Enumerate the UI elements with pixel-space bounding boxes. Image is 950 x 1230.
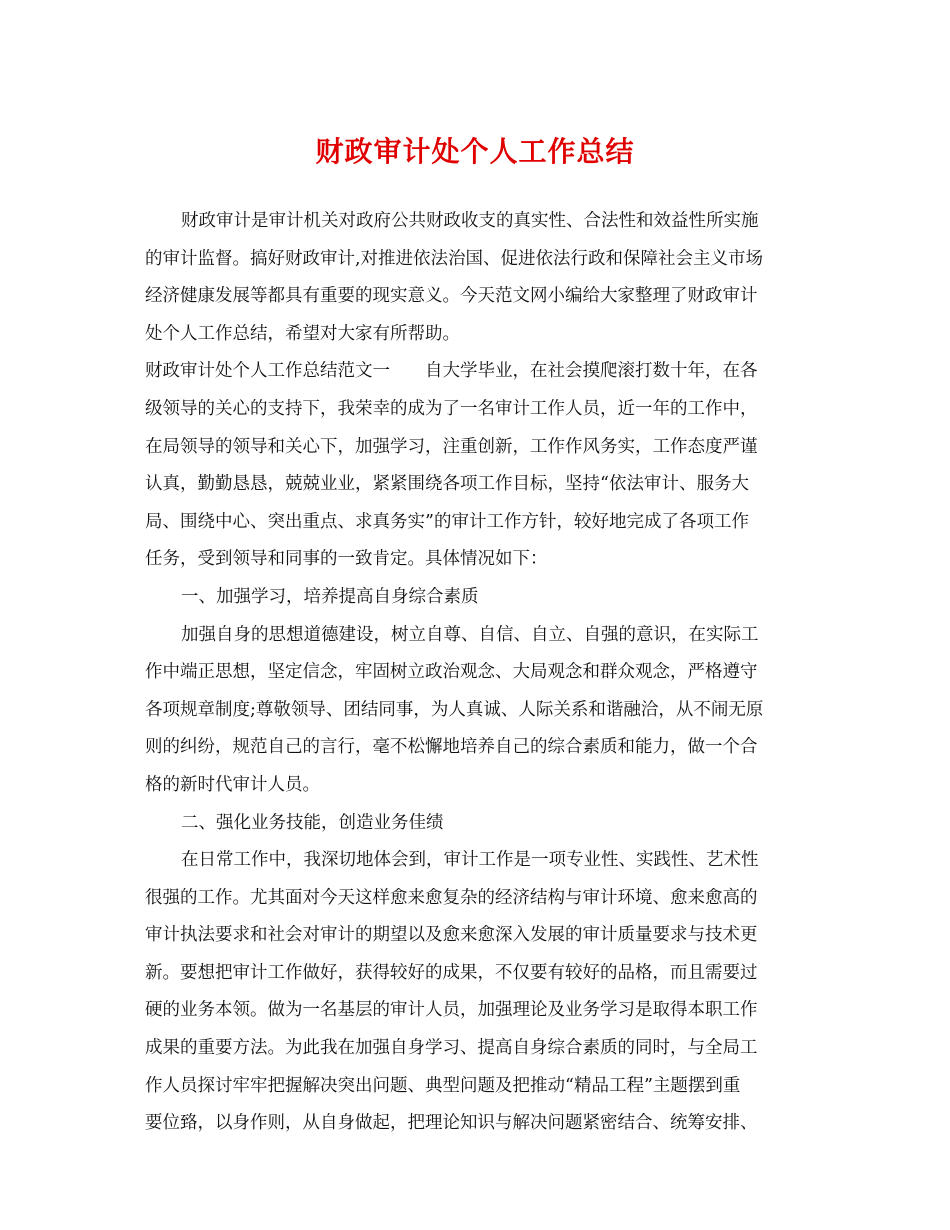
text-line: 硬的业务本领。做为一名基层的审计人员，加强理论及业务学习是取得本职工作 (145, 1000, 758, 1021)
text-line: 财政审计是审计机关对政府公共财政收支的真实性、合法性和效益性所实施 (181, 211, 759, 231)
text-line: 很强的工作。尤其面对今天这样愈来愈复杂的经济结构与审计环境、愈来愈高的 (145, 887, 758, 908)
text-line: 审计执法要求和社会对审计的期望以及愈来愈深入发展的审计质量要求与技术更 (145, 925, 758, 946)
text-line: 经济健康发展等都具有重要的现实意义。今天范文网小编给大家整理了财政审计 (145, 286, 758, 307)
text-line: 级领导的关心的支持下，我荣幸的成为了一名审计工作人员，近一年的工作中， (145, 398, 758, 419)
text-line: 的审计监督。搞好财政审计,对推进依法治国、促进依法行政和保障社会主义市场 (145, 248, 764, 269)
text-line: 财政审计处个人工作总结范文一 自大学毕业，在社会摸爬滚打数十年，在各 (145, 361, 758, 382)
text-line: 作中端正思想，坚定信念，牢固树立政治观念、大局观念和群众观念，严格遵守 (145, 662, 758, 683)
text-line: 格的新时代审计人员。 (145, 774, 320, 795)
text-line: 任务，受到领导和同事的一致肯定。具体情况如下： (145, 549, 548, 570)
text-line: 处个人工作总结，希望对大家有所帮助。 (145, 323, 460, 344)
text-line: 二、强化业务技能，创造业务佳绩 (181, 812, 444, 833)
text-line: 一、加强学习，培养提高自身综合素质 (181, 586, 479, 607)
text-line: 新。要想把审计工作做好，获得较好的成果，不仅要有较好的品格，而且需要过 (145, 962, 758, 983)
text-line: 在局领导的领导和关心下，加强学习，注重创新，工作作风务实，工作态度严谨 (145, 436, 758, 457)
text-line: 在日常工作中，我深切地体会到，审计工作是一项专业性、实践性、艺术性 (181, 850, 759, 871)
text-line: 局、围绕中心、突出重点、求真务实”的审计工作方针，较好地完成了各项工作 (145, 511, 749, 532)
text-line: 加强自身的思想道德建设，树立自尊、自信、自立、自强的意识，在实际工 (181, 624, 759, 645)
document-title: 财政审计处个人工作总结 (315, 135, 635, 168)
text-line: 成果的重要方法。为此我在加强自身学习、提高自身综合素质的同时，与全局工 (145, 1038, 758, 1059)
text-line: 各项规章制度;尊敬领导、团结同事，为人真诚、人际关系和谐融洽，从不闹无原 (145, 699, 764, 720)
text-line: 认真，勤勤恳恳，兢兢业业，紧紧围绕各项工作目标，坚持“依法审计、服务大 (145, 474, 749, 495)
text-line: 则的纠纷，规范自己的言行，毫不松懈地培养自己的综合素质和能力，做一个合 (145, 737, 758, 758)
text-line: 要位臵，以身作则，从自身做起，把理论知识与解决问题紧密结合、统筹安排、 (145, 1113, 758, 1134)
text-line: 作人员探讨牢牢把握解决突出问题、典型问题及把推动“精品工程”主题摆到重 (145, 1075, 741, 1096)
document-body (145, 203, 805, 1143)
